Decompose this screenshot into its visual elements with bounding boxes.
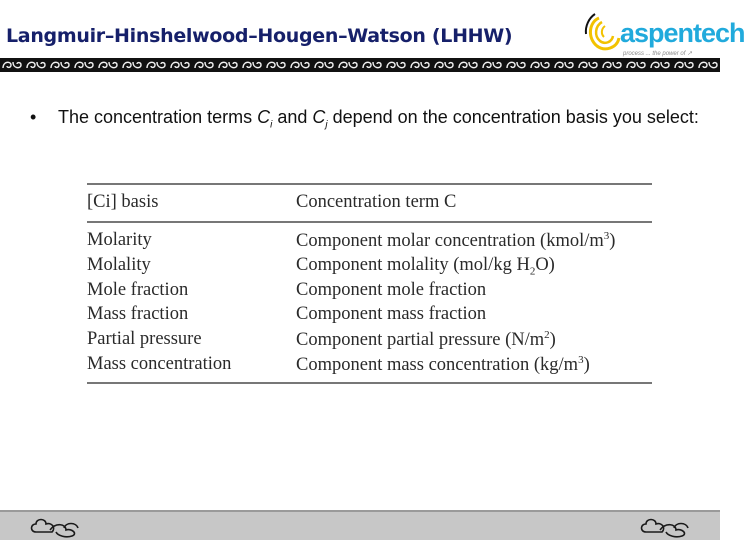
table-header-rule [87,221,652,223]
logo-swirl-icon [585,12,625,56]
table-row-term: Component molality (mol/kg $H_2O$) [296,255,555,278]
bullet-marker: • [30,107,37,127]
slide-title: Langmuir–Hinshelwood–Hougen–Watson (LHHW) [6,25,513,47]
table-top-rule [87,183,652,185]
table-row-term: Component mole fraction [296,280,487,300]
ci-symbol: C [257,107,271,127]
bottom-band-rule [0,510,720,512]
logo-tagline: process ... the power of ↗ [623,51,693,57]
table-row-basis: Mass fraction [87,304,189,324]
table-row-basis: Mole fraction [87,280,189,300]
table-row-term: Component mass fraction [296,304,487,324]
aspentech-logo [585,8,745,58]
table-row-basis: Partial pressure [87,329,202,349]
table-row-basis: Molality [87,255,151,275]
decorative-bottom-band [0,510,720,540]
table-row-basis: Molarity [87,230,152,250]
slide-header [0,0,745,57]
logo-wordmark: aspentech [620,18,745,48]
table-row-term: Component molar concentration $(kmol/m^3)$ [296,230,616,252]
cj-symbol: C [312,107,326,127]
scroll-pattern-icon [0,58,720,72]
table-bottom-rule [87,382,652,384]
table-header-term: Concentration term C [296,192,457,212]
decorative-top-band [0,58,720,72]
bullet-text: The concentration terms $C_i$ and $C_j$ depend on the concentration basis you select: [58,107,699,131]
table-header-basis: [Ci] basis [87,192,159,212]
table-row-term: Component partial pressure $(N/m^2)$ [296,329,556,351]
table-row-basis: Mass concentration [87,354,232,374]
table-row-term: Component mass concentration $(kg/m^3)$ [296,354,590,376]
cloud-ornament-icon [0,510,720,540]
